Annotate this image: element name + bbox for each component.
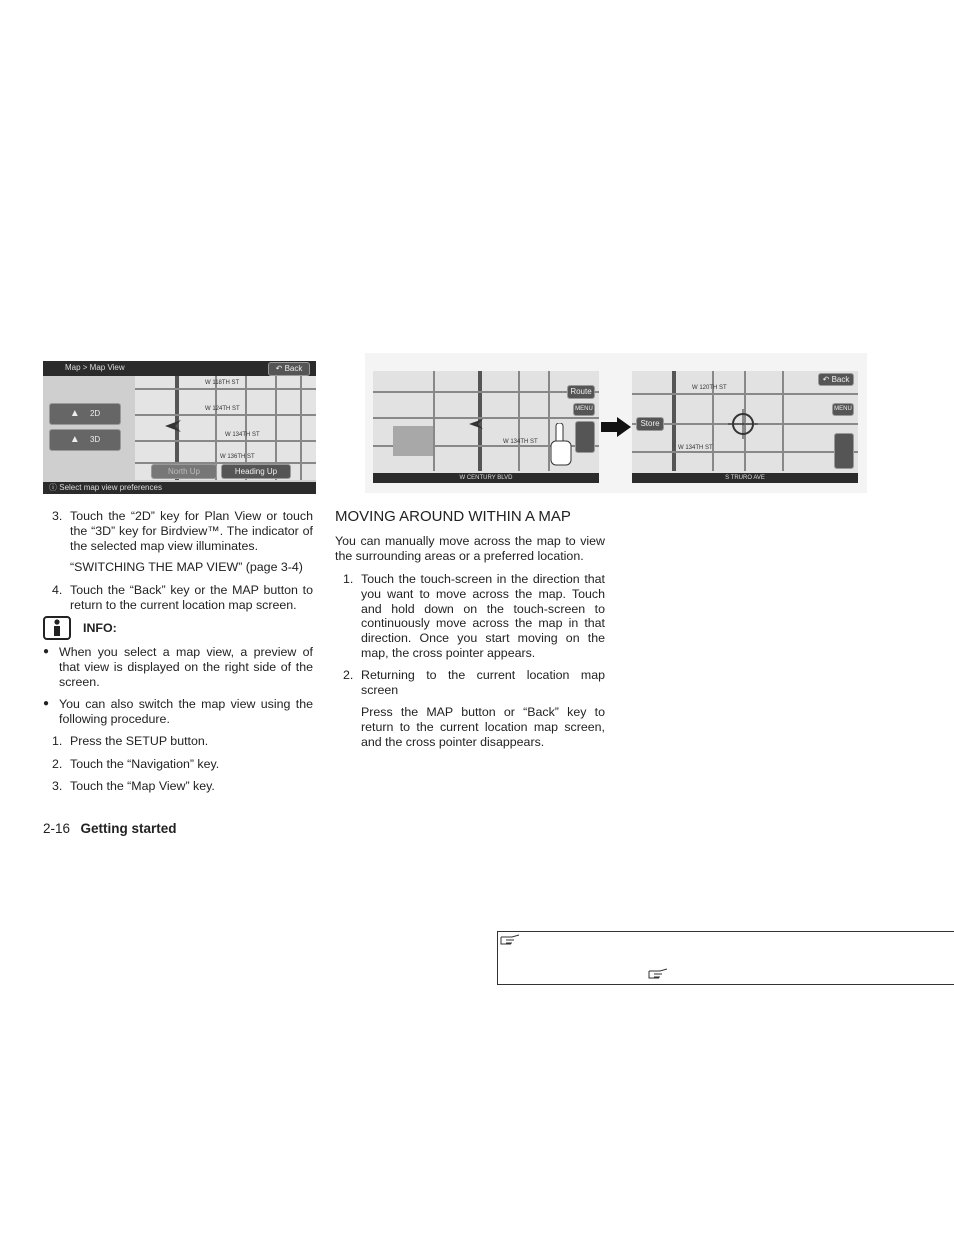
touch-hand-icon <box>548 423 574 467</box>
info-bullet-1: ● When you select a map view, a preview of that view is displayed on the right side of the screen. <box>43 645 313 689</box>
map-screen-before <box>373 371 599 483</box>
3d-key[interactable]: ▲ 3D <box>49 429 121 451</box>
section-name: Getting started <box>80 821 177 836</box>
pointing-hand-icon <box>648 968 668 980</box>
vehicle-icon <box>165 420 181 432</box>
current-street-bar: W CENTURY BLVD <box>373 473 599 483</box>
map-screen-after <box>632 371 858 483</box>
right-arrow-icon <box>601 417 631 437</box>
page-footer <box>43 820 177 838</box>
3d-map-icon: ▲ <box>69 434 80 445</box>
back-arrow-icon: ↶ <box>275 364 283 373</box>
street-label: W 134TH ST <box>503 439 538 445</box>
map-scroll-illustration <box>365 353 867 493</box>
move-step-2-detail: Press the MAP button or “Back” key to return to the current location map screen, and the cross pointer disappears. <box>361 705 605 749</box>
zoom-key[interactable] <box>575 421 595 453</box>
reference-box <box>497 931 954 985</box>
current-street-bar: S TRURO AVE <box>632 473 858 483</box>
map-view-screenshot <box>43 361 316 494</box>
pointing-hand-icon <box>500 934 520 946</box>
2d-map-icon: ▲ <box>69 408 80 419</box>
menu-key[interactable]: MENU <box>832 403 854 416</box>
step-3: 3. Touch the “2D” key for Plan View or touch the “3D” key for Birdview™. The indicator of the selected map view illuminates. <box>52 509 313 553</box>
2d-key[interactable]: ▲ 2D <box>49 403 121 425</box>
street-label: W 118TH ST <box>205 380 240 386</box>
back-key[interactable]: ↶ Back <box>818 373 854 386</box>
info-small-icon: ⓘ <box>49 483 57 492</box>
zoom-key[interactable] <box>834 433 854 469</box>
bullet-icon: ● <box>43 646 50 657</box>
info-bullet-2: ● You can also switch the map view using the following procedure. <box>43 697 313 726</box>
store-key[interactable]: Store <box>636 417 664 431</box>
menu-key[interactable]: MENU <box>573 403 595 416</box>
vehicle-icon <box>469 419 483 429</box>
move-step-2: 2. Returning to the current location map screen <box>343 668 605 697</box>
step-4: 4. Touch the “Back” key or the MAP button to return to the current location map screen. <box>52 583 313 612</box>
street-label: W 120TH ST <box>692 385 727 391</box>
street-label: W 134TH ST <box>225 432 260 438</box>
route-key[interactable]: Route <box>567 385 595 399</box>
section-heading: MOVING AROUND WITHIN A MAP <box>335 508 571 525</box>
back-key[interactable]: ↶ Back <box>268 362 310 376</box>
street-label: W 134TH ST <box>678 445 713 451</box>
sub-step-1: 1. Press the SETUP button. <box>52 734 209 748</box>
info-label: INFO: <box>83 621 117 635</box>
screen-status-bar <box>43 482 316 494</box>
sub-step-3: 3. Touch the “Map View” key. <box>52 779 215 793</box>
page-number: 2-16 <box>43 821 71 836</box>
cross-pointer-icon <box>728 409 758 439</box>
back-arrow-icon: ↶ <box>822 375 830 384</box>
info-icon <box>43 616 71 640</box>
cross-reference: “SWITCHING THE MAP VIEW” (page 3-4) <box>70 560 303 574</box>
section-intro: You can manually move across the map to view the surrounding areas or a preferred location. <box>335 534 605 563</box>
heading-up-key[interactable]: Heading Up <box>221 464 291 479</box>
sub-step-2: 2. Touch the “Navigation” key. <box>52 757 220 771</box>
move-step-1: 1. Touch the touch-screen in the direction that you want to move across the map. Touch and hold down on the touch-screen to continuously move across the map in that direction. Once you start moving on the map, the cross pointer appears. <box>343 572 605 660</box>
north-up-key[interactable]: North Up <box>151 464 217 479</box>
street-label: W 136TH ST <box>220 454 255 460</box>
bullet-icon: ● <box>43 698 50 709</box>
screen-title: Map > Map View <box>65 363 125 372</box>
street-label: W 124TH ST <box>205 406 240 412</box>
screen-status: Select map view preferences <box>59 483 162 492</box>
